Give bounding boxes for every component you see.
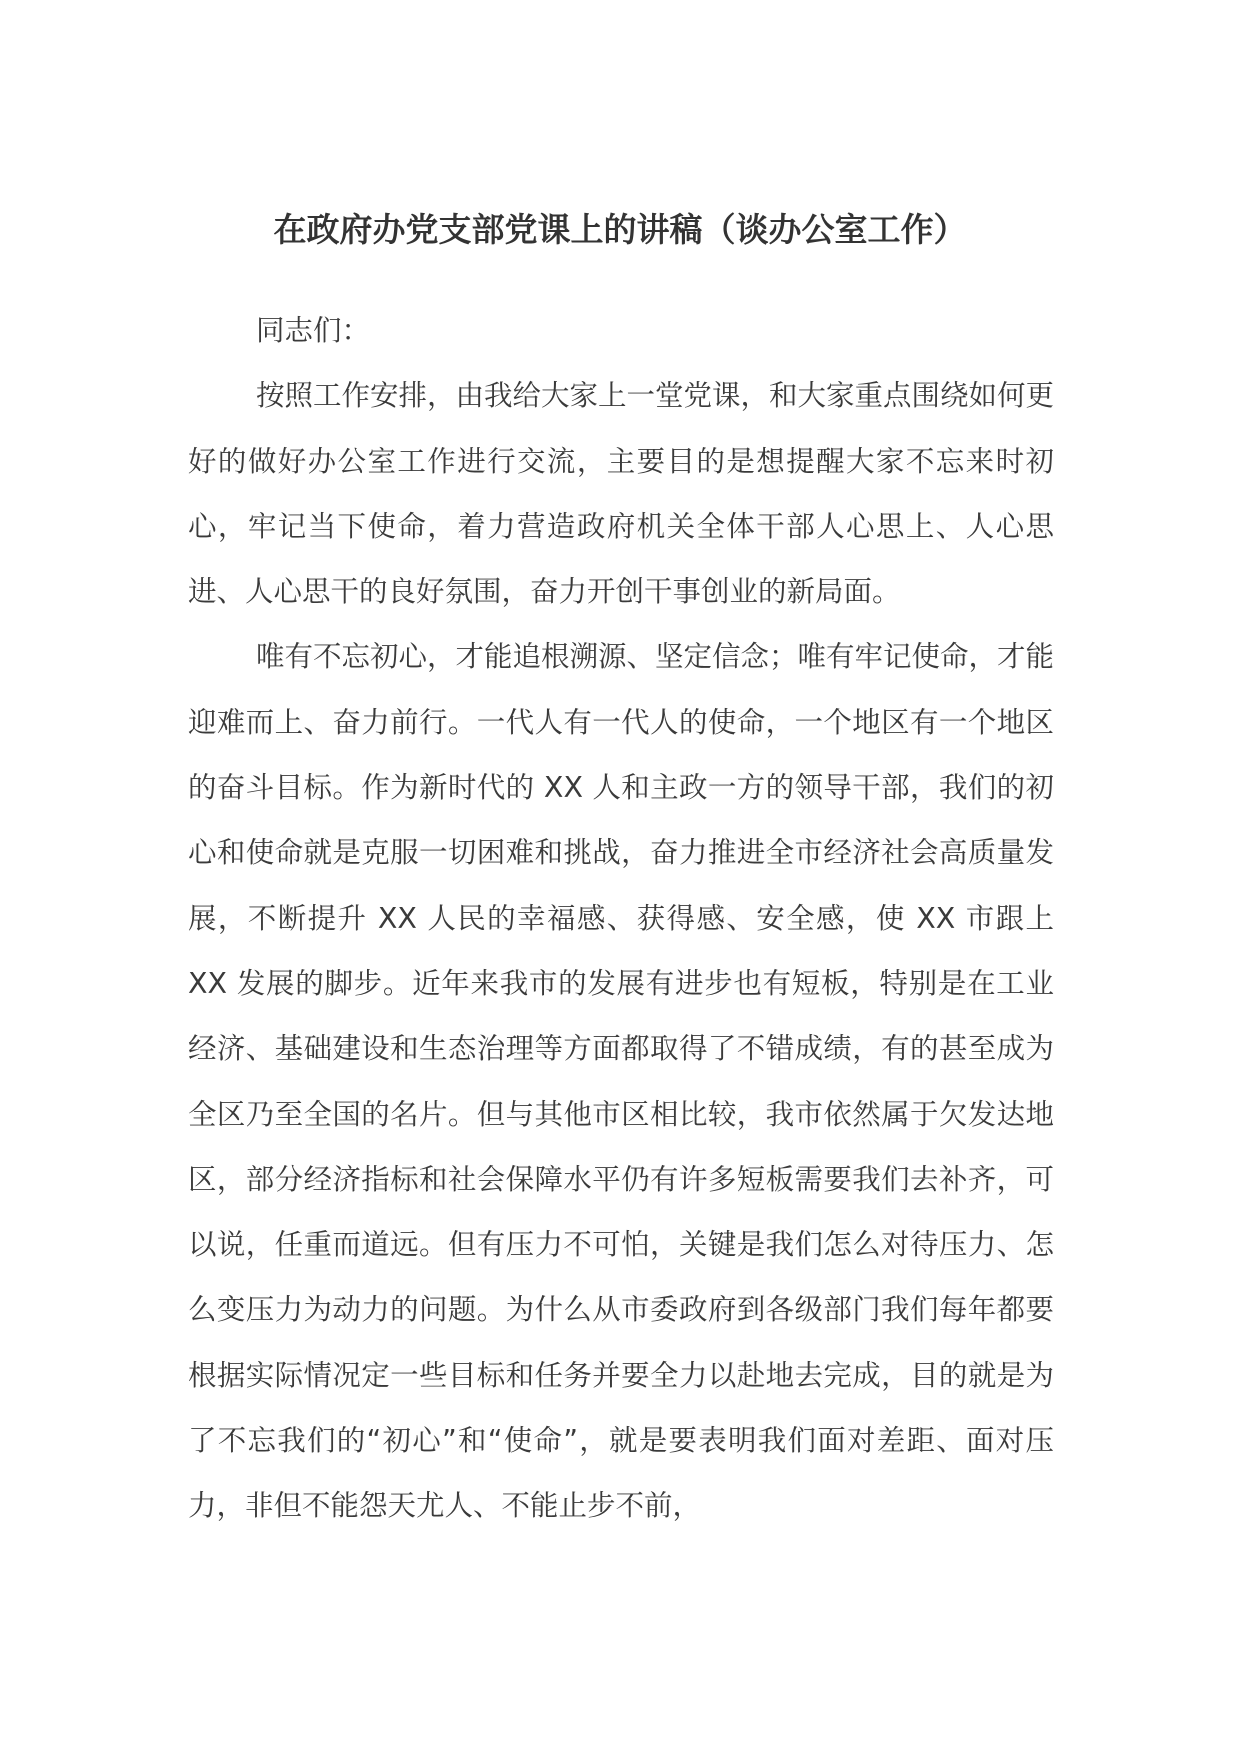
document-title: 在政府办党支部党课上的讲稿（谈办公室工作） — [273, 210, 967, 249]
paragraph-1: 按照工作安排，由我给大家上一堂党课，和大家重点围绕如何更好的做好办公室工作进行交流，主要目的是想提醒大家不忘来时初心，牢记当下使命，着力营造政府机关全体干部人心思上、人心思进、人心思干的良好氛围，奋力开创干事创业的新局面。 — [188, 379, 1055, 609]
greeting-line: 同志们： — [256, 314, 371, 347]
paragraph-2: 唯有不忘初心，才能追根溯源、坚定信念；唯有牢记使命，才能迎难而上、奋力前行。一代人有一代人的使命，一个地区有一个地区的奋斗目标。作为新时代的 XX 人和主政一方的领导干部，我们的初心和使命就是克服一切困难和挑战，奋力推进全市经济社会高质量发展，不断提升 XX 人民的幸福感、获得感、安全感，使 XX 市跟上 XX 发展的脚步。近年来我市的发展有进步也有短板，特别是在工业经济、基础建设和生态治理等方面都取得了不错成绩，有的甚至成为全区乃至全国的名片。但与其他市区相比较，我市依然属于欠发达地区，部分经济指标和社会保障水平仍有许多短板需要我们去补齐，可以说，任重而道远。但有压力不可怕，关键是我们怎么对待压力、怎么变压力为动力的问题。为什么从市委政府到各级部门我们每年都要根据实际情况定一些目标和任务并要全力以赴地去完成，目的就是为了不忘我们的“初心”和“使命”，就是要表明我们面对差距、面对压力，非但不能怨天尤人、不能止步不前， — [188, 640, 1055, 1523]
document-body — [188, 298, 1054, 1539]
